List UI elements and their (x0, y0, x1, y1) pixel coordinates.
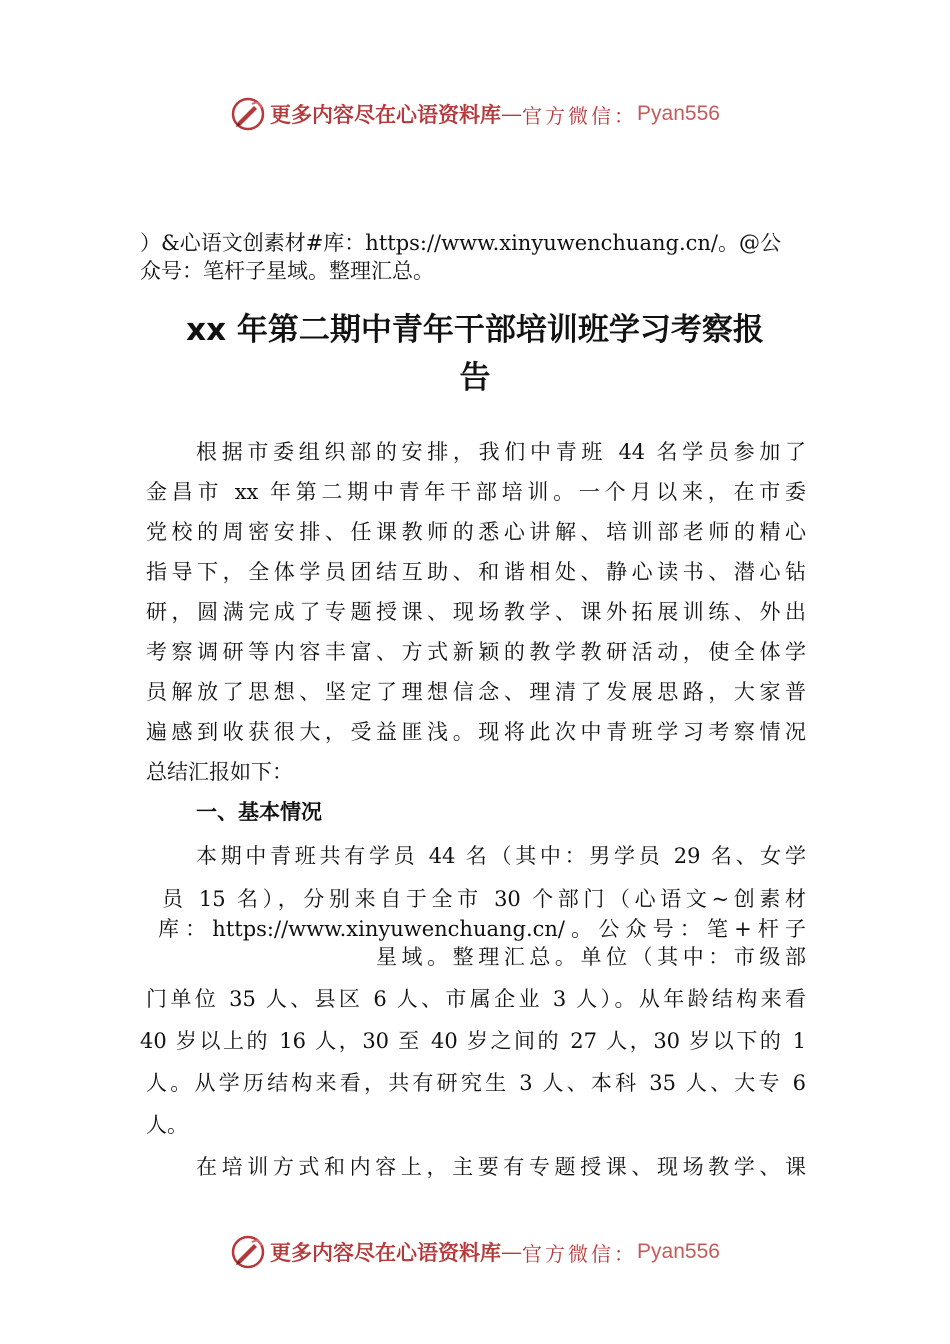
banner-wechat-id: Pyan556 (637, 1240, 720, 1263)
page-title-cont: 告 (459, 360, 491, 396)
body-line: 星域。整理汇总。单位（其中：市级部 (376, 945, 806, 969)
banner-wechat-id: Pyan556 (637, 102, 720, 125)
banner-brand: 更多内容尽在心语资料库 (270, 102, 502, 127)
body-line: 指导下，全体学员团结互助、和谐相处、静心读书、潜心钻 (146, 560, 806, 584)
body-line: 研，圆满完成了专题授课、现场教学、课外拓展训练、外出 (146, 600, 806, 624)
source-note-line: ）&心语文创素材#库：https://www.xinyuwenchuang.cn/。@公 (140, 231, 781, 255)
body-line: 库：https://www.xinyuwenchuang.cn/。公众号：笔+杆子 (158, 917, 806, 941)
header-banner (0, 94, 950, 134)
body-line: 员解放了思想、坚定了理想信念、理清了发展思路，大家普 (146, 680, 806, 704)
body-line: 总结汇报如下： (146, 760, 293, 784)
body-line: 金昌市 xx 年第二期中青年干部培训。一个月以来，在市委 (146, 480, 806, 504)
body-line: 遍感到收获很大，受益匪浅。现将此次中青班学习考察情况 (146, 720, 806, 744)
body-line: 40 岁以上的 16 人，30 至 40 岁之间的 27 人，30 岁以下的 1 (140, 1029, 806, 1053)
page-title: xx 年第二期中青年干部培训班学习考察报 (186, 312, 764, 348)
pen-logo-icon (230, 96, 266, 132)
body-line: 人。从学历结构来看，共有研究生 3 人、本科 35 人、大专 6 (146, 1071, 806, 1095)
body-line: 党校的周密安排、任课教师的悉心讲解、培训部老师的精心 (146, 520, 806, 544)
body-line: 根据市委组织部的安排，我们中青班 44 名学员参加了 (196, 440, 806, 464)
body-line: 员 15 名），分别来自于全市 30 个部门（心语文~创素材 (162, 887, 806, 911)
footer-banner (0, 1232, 950, 1272)
banner-brand: 更多内容尽在心语资料库 (270, 1240, 502, 1265)
body-line: 考察调研等内容丰富、方式新颖的教学教研活动，使全体学 (146, 640, 806, 664)
banner-dash: — (501, 102, 523, 126)
banner-dash: — (501, 1240, 523, 1264)
source-note-line: 众号：笔杆子星域。整理汇总。 (140, 259, 434, 283)
body-line: 人。 (146, 1113, 188, 1137)
section-heading: 一、基本情况 (196, 800, 322, 824)
body-line: 在培训方式和内容上，主要有专题授课、现场教学、课 (196, 1155, 806, 1179)
body-line: 本期中青班共有学员 44 名（其中：男学员 29 名、女学 (196, 844, 806, 868)
body-line: 门单位 35 人、县区 6 人、市属企业 3 人）。从年龄结构来看 (146, 987, 806, 1011)
banner-wechat-label: 官方微信： (522, 103, 638, 128)
pen-logo-icon (230, 1234, 266, 1270)
banner-wechat-label: 官方微信： (522, 1241, 638, 1266)
